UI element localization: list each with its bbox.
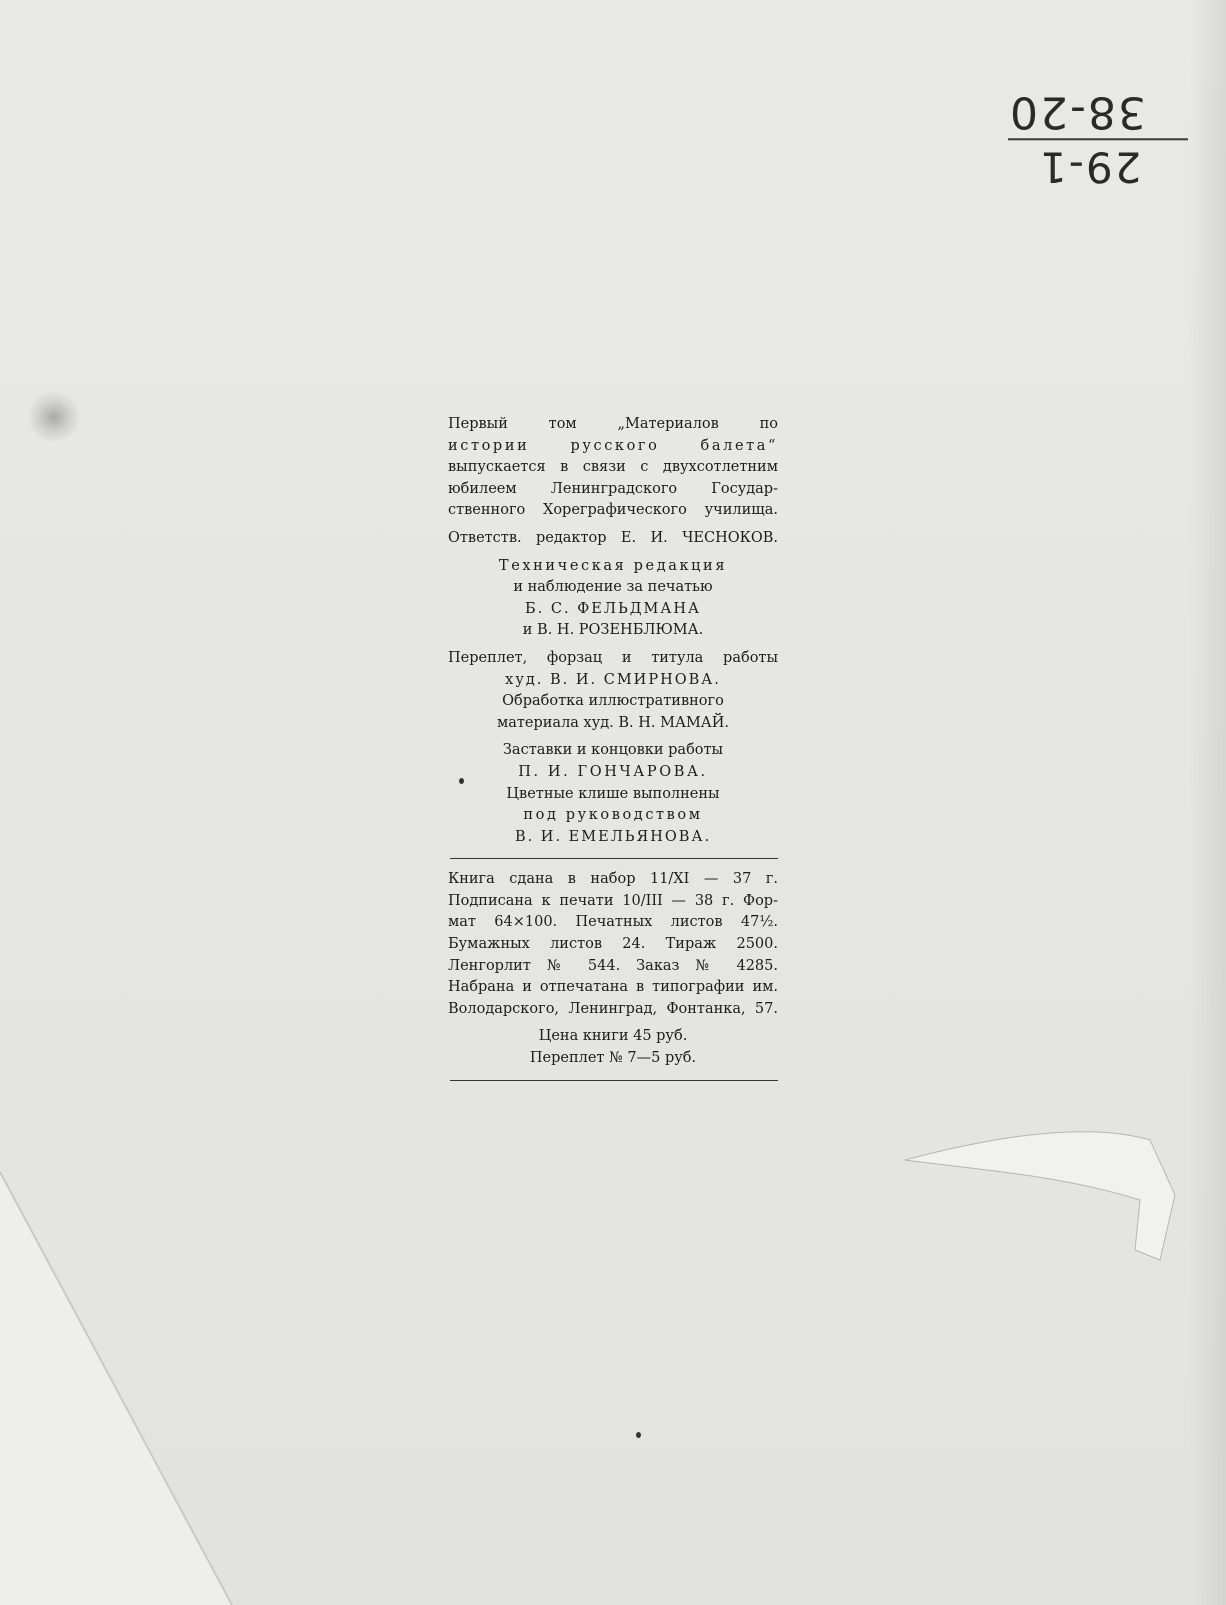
color-plates-line: В. И. ЕМЕЛЬЯНОВА. [514,828,712,845]
intro-line: Первый том „Материалов по [448,416,778,432]
imprint-line: Ленгорлит № 544. Заказ № 4285. [448,957,778,974]
ink-smudge [28,392,80,442]
illustrations-block [448,691,778,734]
binding-block [448,648,778,691]
tech-line: и В. Н. РОЗЕНБЛЮМА. [522,622,704,639]
price-line: Переплет № 7—5 руб. [529,1050,697,1067]
tech-line: Б. С. ФЕЛЬДМАНА [525,600,701,617]
illustrations-line: материала худ. В. Н. МАМАЙ. [496,714,730,731]
illustrations-line: Обработка иллюстративного [502,693,724,710]
imprint-line: Бумажных листов 24. Тираж 2500. [448,936,778,953]
imprint-line: Набрана и отпечатана в типографии им. [448,979,778,996]
divider-rule [450,1080,778,1081]
imprint-line: мат 64×100. Печатных листов 47½. [448,914,778,931]
intro-block [448,414,778,522]
imprint-line: Подписана к печати 10/III — 38 г. Фор- [448,892,778,909]
colophon [448,414,778,1091]
editor-line: Ответств. редактор Е. И. ЧЕСНОКОВ. [448,529,778,546]
vignettes-line: П. И. ГОНЧАРОВА. [518,763,708,780]
tech-block [448,556,778,642]
color-plates-line: под руководством [523,807,703,824]
imprint-block [448,869,778,1020]
tech-line: Техническая редакция [498,557,728,574]
vignettes-line: Заставки и концовки работы [502,742,724,759]
handwritten-line-1: 38-20 [1008,86,1146,138]
color-plates-block [448,784,778,849]
intro-line: выпускается в связи с двухсотлетним [448,459,778,476]
divider-rule [450,858,778,859]
intro-line: ственного Хореграфического училища. [448,502,778,519]
binding-line: Переплет, форзац и титула работы [448,649,778,666]
imprint-line: Володарского, Ленинград, Фонтанка, 57. [448,1000,778,1017]
tech-line: и наблюдение за печатью [513,579,713,596]
handwritten-rule [1008,138,1188,140]
intro-line: истории русского балета“ [448,437,778,454]
handwritten-line-2: 29-1 [1038,142,1142,192]
intro-line: юбилеем Ленинградского Государ- [448,480,778,497]
price-line: Цена книги 45 руб. [538,1028,688,1045]
color-plates-line: Цветные клише выполнены [506,785,720,802]
imprint-line: Книга сдана в набор 11/XI — 37 г. [448,871,778,888]
handwritten-shelf-mark [1008,86,1198,192]
page-edge-shadow [1188,0,1226,1605]
vignettes-block [448,740,778,783]
binding-line: худ. В. И. СМИРНОВА. [505,671,721,688]
ink-dot [636,1432,641,1438]
price-block [448,1026,778,1069]
